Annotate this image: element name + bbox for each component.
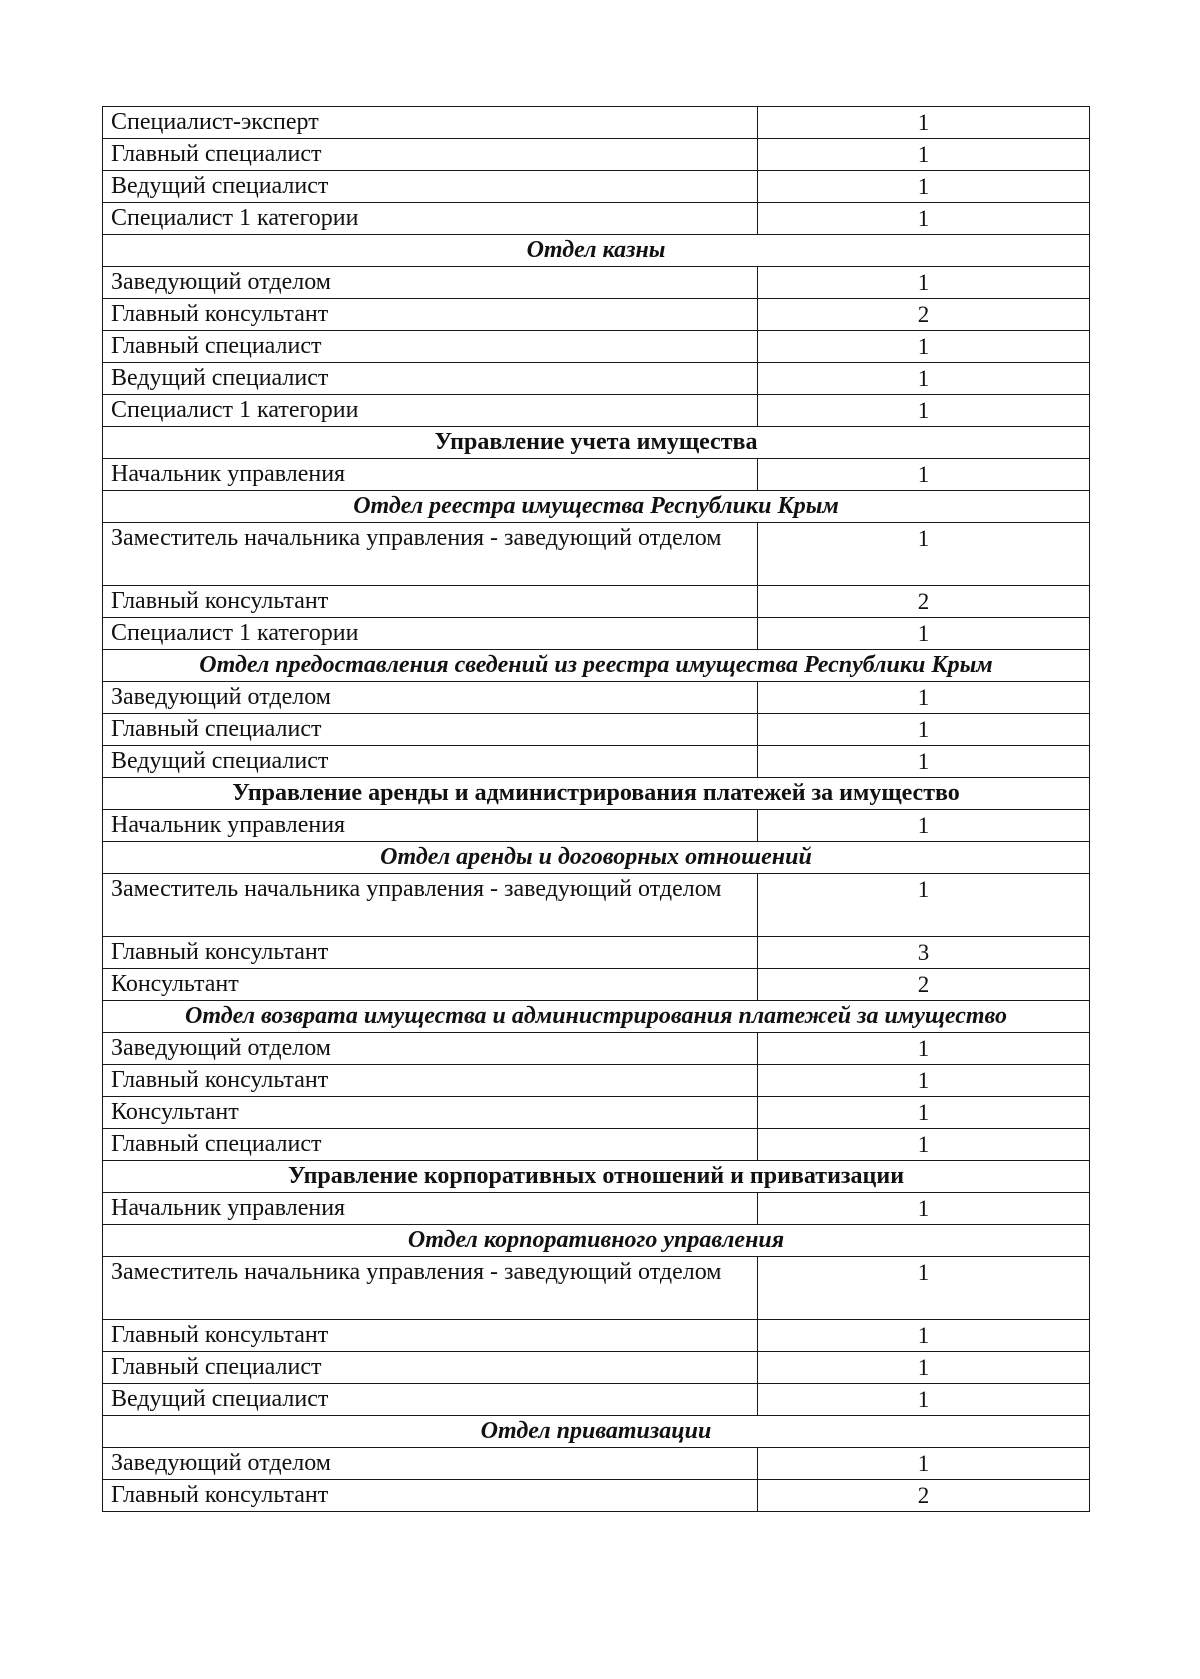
- position-count: 1: [758, 618, 1090, 650]
- department-title: Отдел реестра имущества Республики Крым: [103, 491, 1090, 523]
- position-count: 1: [758, 459, 1090, 491]
- position-row: [103, 107, 1090, 139]
- position-title: Ведущий специалист: [103, 171, 758, 203]
- department-title: Отдел предоставления сведений из реестра имущества Республики Крым: [103, 650, 1090, 682]
- position-row: [103, 969, 1090, 1001]
- department-header-row: [103, 1225, 1090, 1257]
- position-count: 1: [758, 107, 1090, 139]
- position-count: 1: [758, 331, 1090, 363]
- position-count: 1: [758, 1448, 1090, 1480]
- position-count: 1: [758, 1320, 1090, 1352]
- position-title: Главный специалист: [103, 1352, 758, 1384]
- position-row: [103, 363, 1090, 395]
- position-row: [103, 395, 1090, 427]
- position-title: Заведующий отделом: [103, 1033, 758, 1065]
- position-title: Начальник управления: [103, 1193, 758, 1225]
- position-count: 1: [758, 1065, 1090, 1097]
- position-row: [103, 203, 1090, 235]
- position-title: Специалист 1 категории: [103, 618, 758, 650]
- department-header-row: [103, 491, 1090, 523]
- position-title: Ведущий специалист: [103, 1384, 758, 1416]
- position-title: Консультант: [103, 969, 758, 1001]
- position-count: 1: [758, 1097, 1090, 1129]
- position-row: [103, 618, 1090, 650]
- position-title: Главный консультант: [103, 1320, 758, 1352]
- position-title: Заместитель начальника управления - заведующий отделом: [103, 874, 758, 937]
- department-header-row: [103, 650, 1090, 682]
- department-title: Отдел казны: [103, 235, 1090, 267]
- position-title: Главный консультант: [103, 299, 758, 331]
- position-row: [103, 1097, 1090, 1129]
- position-count: 1: [758, 1033, 1090, 1065]
- position-count: 2: [758, 969, 1090, 1001]
- staff-table: [102, 106, 1090, 1512]
- position-count: 1: [758, 171, 1090, 203]
- position-row: [103, 1033, 1090, 1065]
- position-title: Главный консультант: [103, 937, 758, 969]
- position-row: [103, 1320, 1090, 1352]
- position-row: [103, 810, 1090, 842]
- position-title: Специалист 1 категории: [103, 395, 758, 427]
- position-row: [103, 1352, 1090, 1384]
- position-title: Заведующий отделом: [103, 682, 758, 714]
- position-title: Заместитель начальника управления - заведующий отделом: [103, 523, 758, 586]
- position-row: [103, 937, 1090, 969]
- position-row: [103, 1257, 1090, 1320]
- position-count: 1: [758, 682, 1090, 714]
- position-count: 1: [758, 523, 1090, 586]
- position-count: 1: [758, 1257, 1090, 1320]
- position-title: Главный специалист: [103, 331, 758, 363]
- position-row: [103, 746, 1090, 778]
- division-header-row: [103, 1161, 1090, 1193]
- position-title: Консультант: [103, 1097, 758, 1129]
- position-count: 1: [758, 1193, 1090, 1225]
- position-title: Главный специалист: [103, 1129, 758, 1161]
- department-header-row: [103, 1001, 1090, 1033]
- position-count: 1: [758, 267, 1090, 299]
- department-title: Отдел корпоративного управления: [103, 1225, 1090, 1257]
- department-title: Отдел приватизации: [103, 1416, 1090, 1448]
- position-count: 1: [758, 810, 1090, 842]
- department-header-row: [103, 842, 1090, 874]
- position-title: Главный консультант: [103, 1065, 758, 1097]
- position-row: [103, 1129, 1090, 1161]
- department-title: Отдел аренды и договорных отношений: [103, 842, 1090, 874]
- position-title: Специалист 1 категории: [103, 203, 758, 235]
- position-row: [103, 1193, 1090, 1225]
- position-title: Заведующий отделом: [103, 267, 758, 299]
- position-count: 2: [758, 1480, 1090, 1512]
- position-count: 1: [758, 874, 1090, 937]
- division-title: Управление учета имущества: [103, 427, 1090, 459]
- position-title: Заведующий отделом: [103, 1448, 758, 1480]
- position-count: 1: [758, 395, 1090, 427]
- department-header-row: [103, 235, 1090, 267]
- position-title: Ведущий специалист: [103, 746, 758, 778]
- department-header-row: [103, 1416, 1090, 1448]
- division-title: Управление аренды и администрирования платежей за имущество: [103, 778, 1090, 810]
- position-count: 1: [758, 1129, 1090, 1161]
- position-row: [103, 331, 1090, 363]
- department-title: Отдел возврата имущества и администрирования платежей за имущество: [103, 1001, 1090, 1033]
- position-row: [103, 299, 1090, 331]
- division-header-row: [103, 427, 1090, 459]
- position-count: 1: [758, 714, 1090, 746]
- position-row: [103, 267, 1090, 299]
- position-count: 2: [758, 586, 1090, 618]
- position-row: [103, 714, 1090, 746]
- position-title: Главный консультант: [103, 586, 758, 618]
- staff-table-body: [103, 107, 1090, 1512]
- position-row: [103, 459, 1090, 491]
- position-count: 1: [758, 1384, 1090, 1416]
- position-count: 3: [758, 937, 1090, 969]
- position-row: [103, 523, 1090, 586]
- position-row: [103, 171, 1090, 203]
- position-count: 2: [758, 299, 1090, 331]
- position-row: [103, 1480, 1090, 1512]
- position-title: Ведущий специалист: [103, 363, 758, 395]
- position-title: Специалист-эксперт: [103, 107, 758, 139]
- division-header-row: [103, 778, 1090, 810]
- position-title: Главный консультант: [103, 1480, 758, 1512]
- position-count: 1: [758, 746, 1090, 778]
- position-row: [103, 1448, 1090, 1480]
- position-title: Главный специалист: [103, 139, 758, 171]
- position-title: Заместитель начальника управления - заведующий отделом: [103, 1257, 758, 1320]
- position-count: 1: [758, 203, 1090, 235]
- position-row: [103, 682, 1090, 714]
- division-title: Управление корпоративных отношений и приватизации: [103, 1161, 1090, 1193]
- position-title: Начальник управления: [103, 459, 758, 491]
- position-row: [103, 1384, 1090, 1416]
- position-title: Начальник управления: [103, 810, 758, 842]
- position-row: [103, 586, 1090, 618]
- position-row: [103, 139, 1090, 171]
- position-row: [103, 1065, 1090, 1097]
- position-title: Главный специалист: [103, 714, 758, 746]
- position-row: [103, 874, 1090, 937]
- position-count: 1: [758, 1352, 1090, 1384]
- position-count: 1: [758, 139, 1090, 171]
- position-count: 1: [758, 363, 1090, 395]
